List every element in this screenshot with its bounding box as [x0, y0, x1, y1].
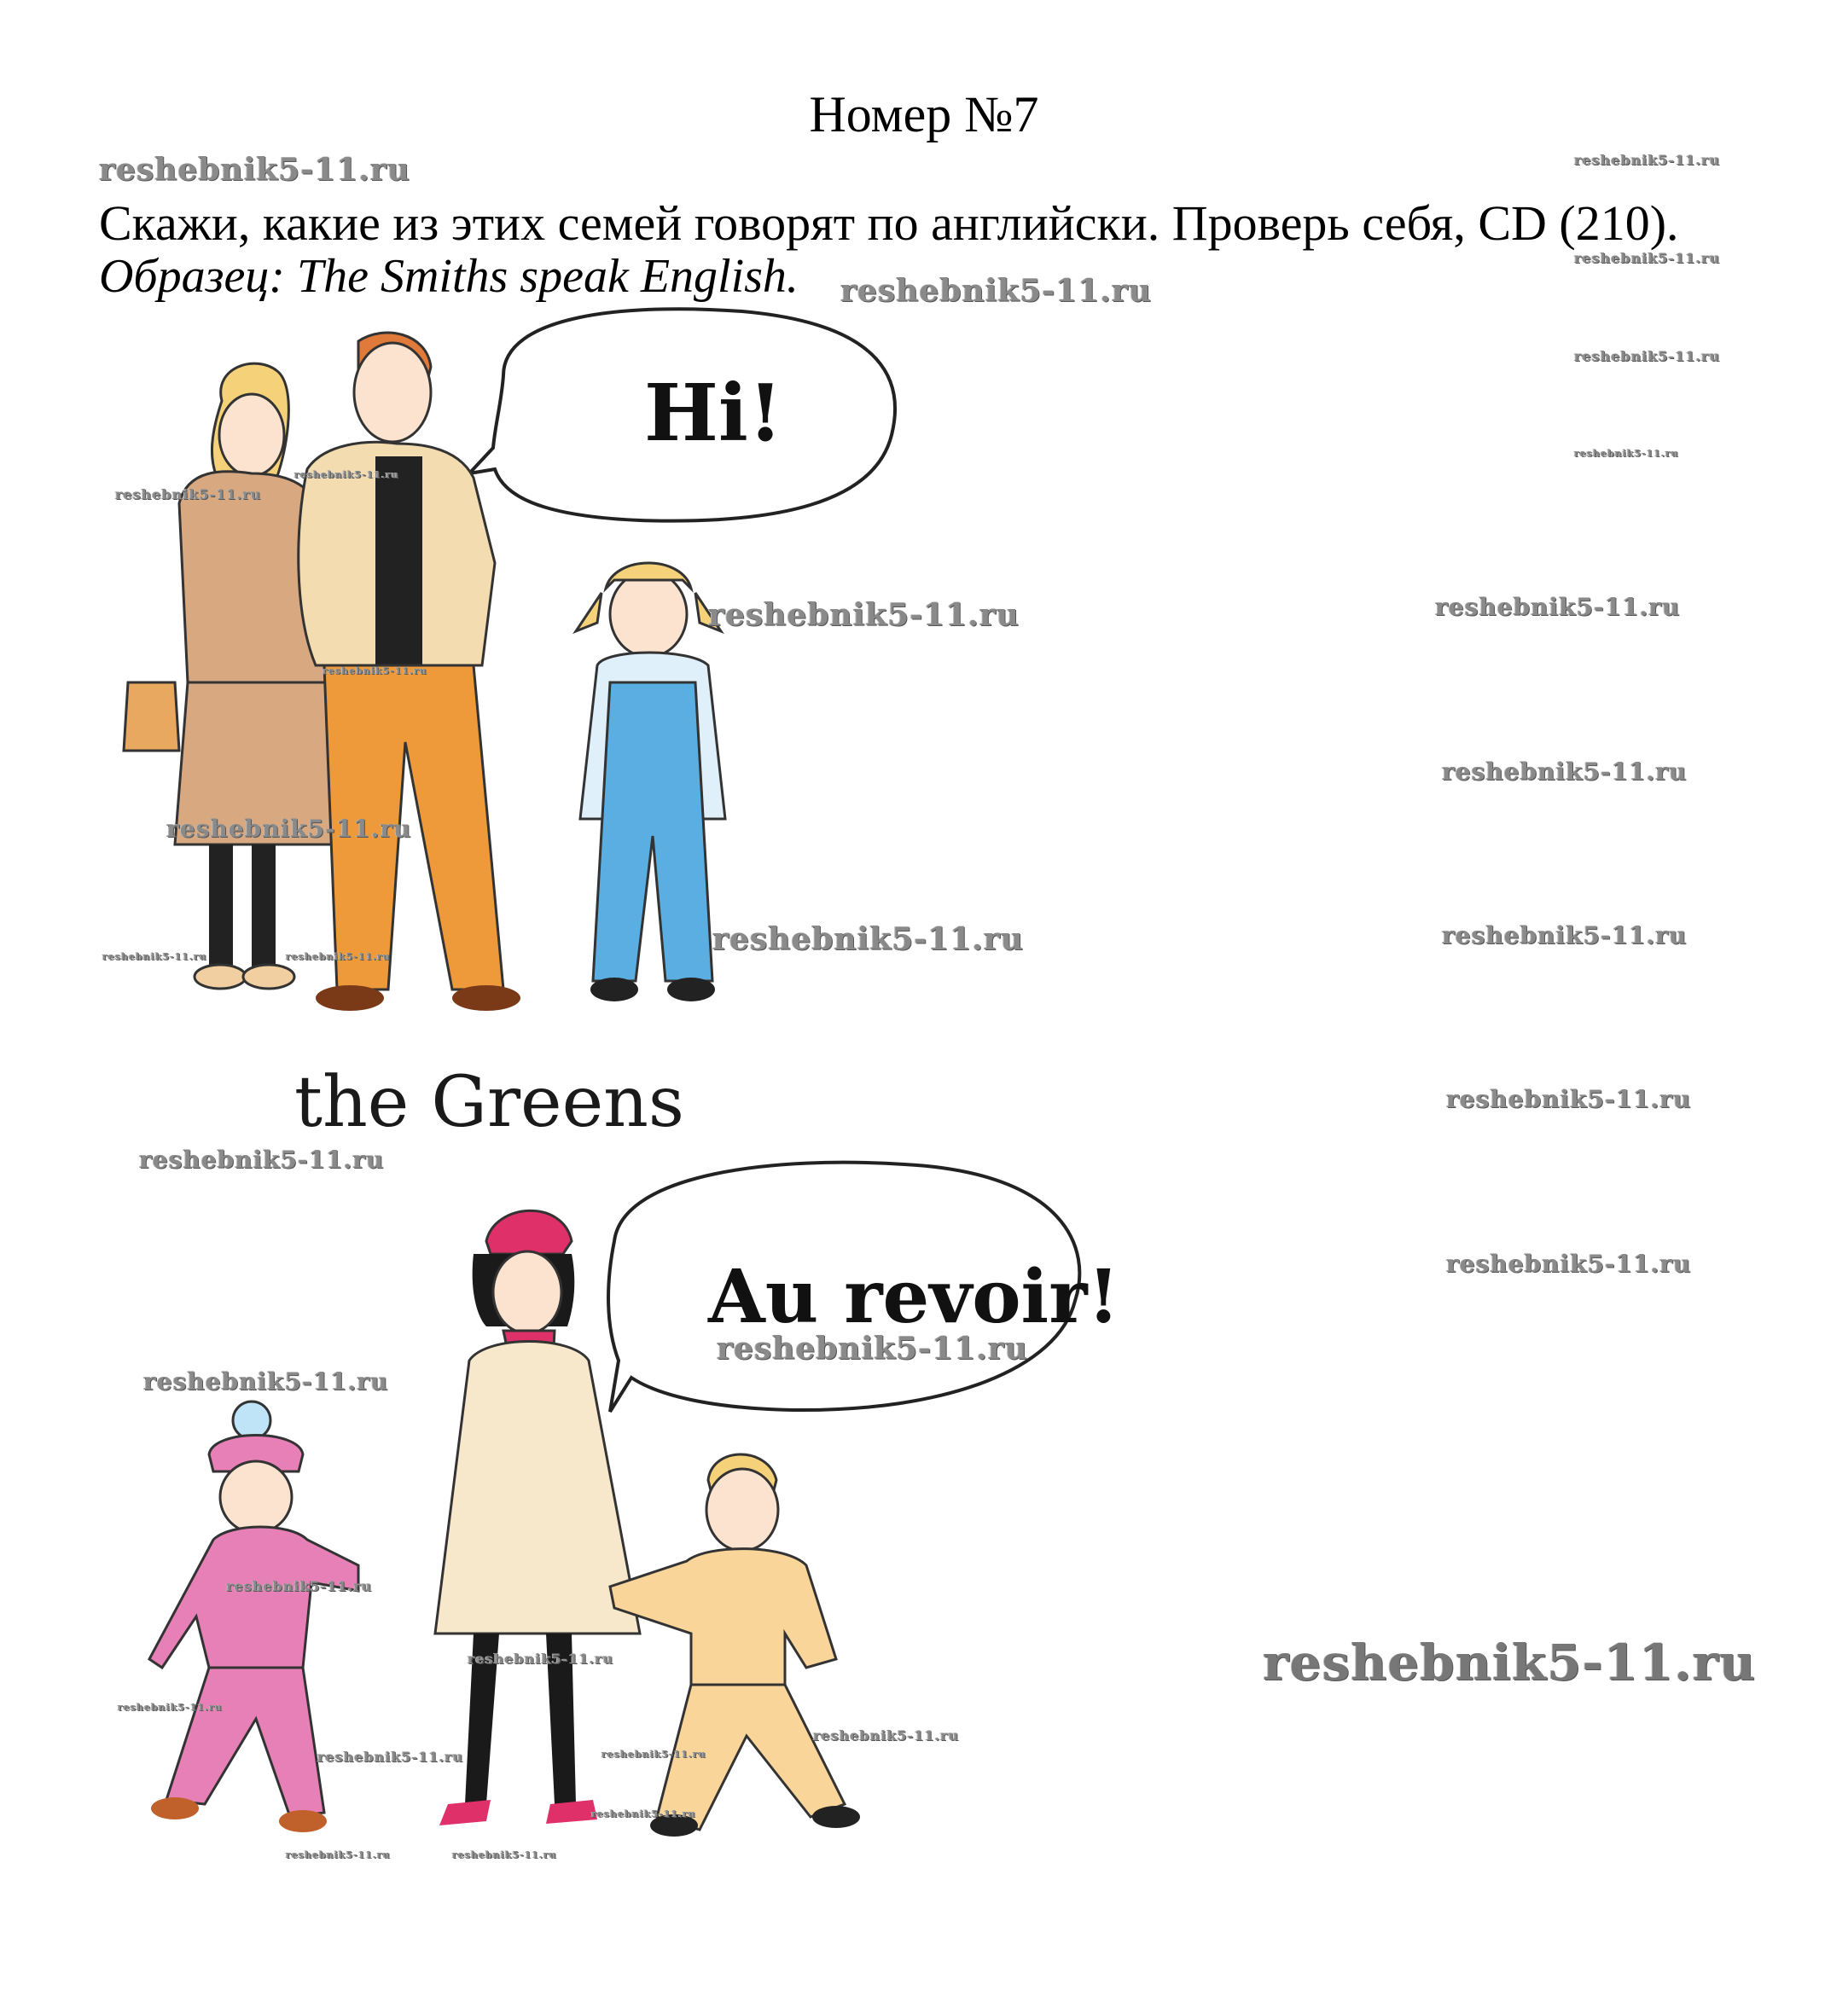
watermark: reshebnik5-11.ru [143, 1367, 389, 1396]
watermark: reshebnik5-11.ru [1263, 1634, 1757, 1692]
watermark: reshebnik5-11.ru [717, 1331, 1028, 1367]
watermark: reshebnik5-11.ru [708, 597, 1020, 633]
watermark: reshebnik5-11.ru [1574, 348, 1721, 364]
watermark: reshebnik5-11.ru [317, 1749, 464, 1765]
watermark: reshebnik5-11.ru [452, 1849, 557, 1860]
watermark: reshebnik5-11.ru [323, 665, 427, 676]
watermark: reshebnik5-11.ru [286, 1849, 391, 1860]
watermark: reshebnik5-11.ru [591, 1808, 696, 1819]
watermark: reshebnik5-11.ru [166, 815, 412, 843]
watermark: reshebnik5-11.ru [1446, 1085, 1692, 1113]
mother-figure [124, 363, 341, 989]
watermark: reshebnik5-11.ru [118, 1702, 223, 1713]
watermark: reshebnik5-11.ru [1435, 593, 1681, 621]
watermark: reshebnik5-11.ru [1442, 757, 1688, 786]
watermark: reshebnik5-11.ru [1442, 921, 1688, 949]
boy-figure [610, 1454, 860, 1837]
girl-figure [576, 563, 725, 1001]
watermark: reshebnik5-11.ru [99, 152, 410, 188]
speech-text-1: Hi! [644, 367, 783, 459]
watermark: reshebnik5-11.ru [102, 951, 207, 962]
watermark: reshebnik5-11.ru [1446, 1250, 1692, 1278]
watermark: reshebnik5-11.ru [139, 1146, 385, 1174]
watermark: reshebnik5-11.ru [1574, 152, 1721, 168]
watermark: reshebnik5-11.ru [813, 1727, 960, 1744]
watermark: reshebnik5-11.ru [712, 921, 1024, 957]
watermark: reshebnik5-11.ru [226, 1578, 373, 1594]
watermark: reshebnik5-11.ru [601, 1749, 706, 1760]
family-caption: the Greens [294, 1062, 685, 1143]
watermark: reshebnik5-11.ru [468, 1651, 614, 1667]
child-pink-figure [149, 1402, 358, 1832]
watermark: reshebnik5-11.ru [115, 486, 262, 502]
task-instruction: Скажи, какие из этих семей говорят по английски. Проверь себя, CD (210). [99, 195, 1679, 251]
watermark: reshebnik5-11.ru [286, 951, 391, 962]
page-title: Номер №7 [809, 86, 1039, 142]
watermark: reshebnik5-11.ru [1574, 250, 1721, 266]
watermark: reshebnik5-11.ru [840, 273, 1152, 309]
watermark: reshebnik5-11.ru [1574, 448, 1679, 459]
task-example: Образец: The Smiths speak English. [99, 250, 799, 303]
speech-text-2: Au revoir! [708, 1254, 1120, 1340]
watermark: reshebnik5-11.ru [294, 469, 399, 480]
